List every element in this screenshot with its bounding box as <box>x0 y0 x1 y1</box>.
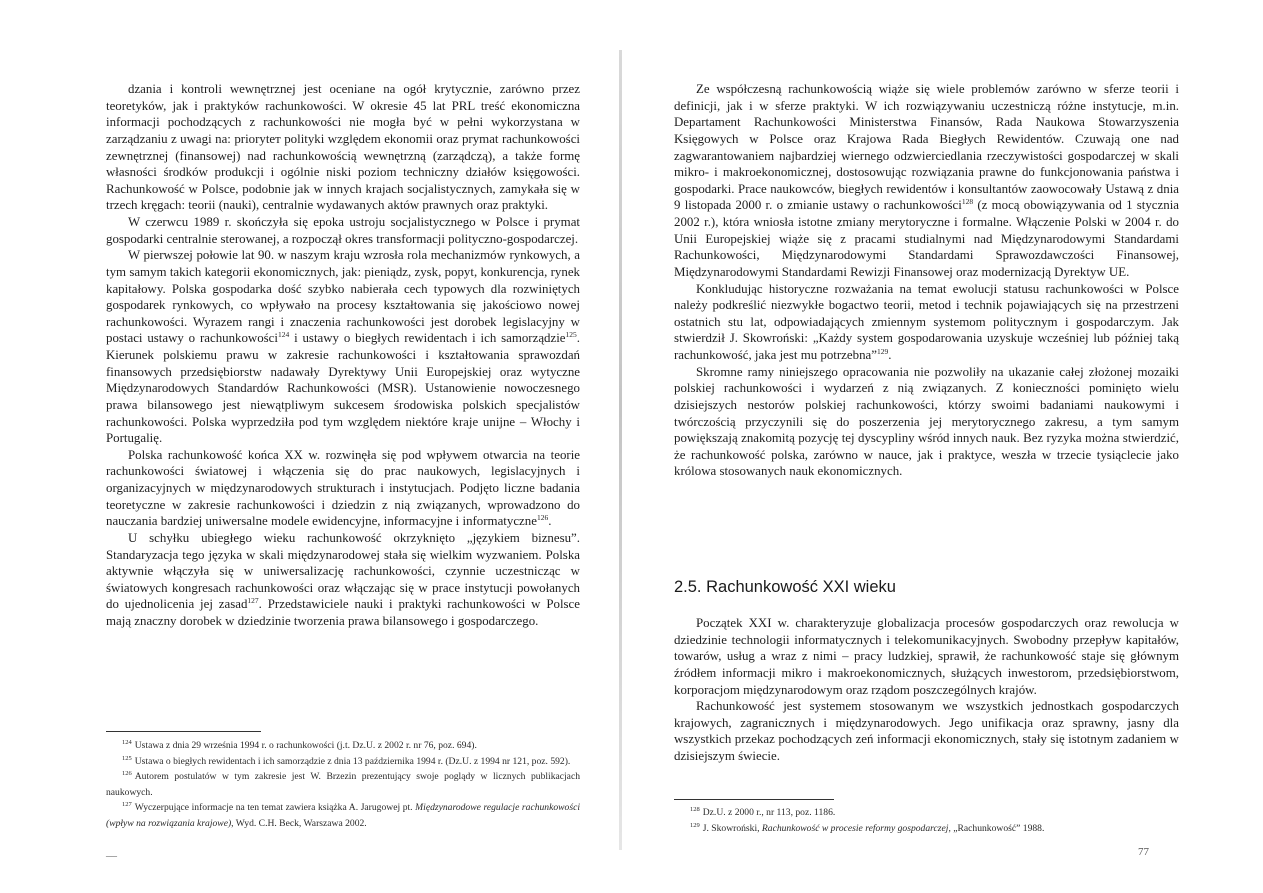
footnote-text: Wyczerpujące informacje na ten temat zawiera książka A. Jarugowej pt. <box>134 802 416 813</box>
paragraph-text: Konkludując historyczne rozważania na temat ewolucji statusu rachunkowości w Polsce należy podkreślić niezwykłe bogactwo teorii, metod i technik pojawiających się na przestrzeni ostatnich stu lat, odpowiadających zmiennym systemom politycznym i gospodarczym. Jak stwierdził J. Skowroński: „Każdy system gospodarowania uzyskuje wcześniej lub później taką rachunkowość, jaka jest mu potrzebna” <box>674 281 1179 362</box>
paragraph <box>674 698 1179 765</box>
paragraph <box>106 530 580 630</box>
footnote-reference: 129 <box>876 347 889 356</box>
footnote-number: 125 <box>122 754 132 762</box>
footnote-number: 124 <box>122 739 132 746</box>
paragraph-text: Rachunkowość jest systemem stosowanym we wszystkich jednostkach gospodarczych krajowych, zagranicznych i międzynarodowych. Jego unifikacja oraz sprawny, jasny dla wszystkich przekaz pochodzących zeń informacji ekonomicznych, stały się istotnym zadaniem w dzisiejszym świecie. <box>674 699 1179 763</box>
paragraph-text: U schyłku ubiegłego wieku rachunkowość okrzyknięto „językiem biznesu”. Standaryzacja tego języka w skali międzynarodowej stała się wielkim wyzwaniem. Polska aktywnie włączyła się w uniwersalizację rachunkowości, czynnie uczestnicząc w światowych kongresach rachunkowości oraz włączając się w prace instytucji powołanych do ujednolicenia jej zasad <box>106 530 580 612</box>
paragraph-text: . Kierunek polskiemu prawu w zakresie rachunkowości i kształtowania sprawozdań finansowych przedsiębiorstw nadawały Dyrektywy Unii Europejskiej oraz wytyczne Międzynarodowych Standardów Rachunkowości (MSR). Ustanowienie nowoczesnego prawa bilansowego jest niewątpliwym sukcesem środowiska polskich specjalistów rachunkowości. Polska wyprzedziła pod tym względem niektóre kraje unijne – Włochy i Portugalię. <box>106 331 580 446</box>
footnote-number: 129 <box>690 821 700 829</box>
left-page-number: –– <box>106 850 117 862</box>
paragraph-text: (z mocą obowiązywania od 1 stycznia 2002 r.), która wniosła istotne zmiany merytoryczne i formalne. Włączenie Polski w 2004 r. do Unii Europejskiej wiąże się z pracami studialnymi nad Międzynarodowymi Standardami Rachunkowości, Międzynarodowymi Standardami Sprawozdawczości Finansowej, Międzynarodowymi Standardami Rewizji Finansowej oraz modernizacją Dyrektyw UE. <box>674 198 1179 279</box>
paragraph <box>674 364 1179 480</box>
paragraph-text: i ustawy o biegłych rewidentach i ich samorządzie <box>289 331 566 346</box>
footnote-text: , Wyd. C.H. Beck, Warszawa 2002. <box>231 817 367 829</box>
paragraph <box>674 281 1179 364</box>
footnote-text: Ustawa z dnia 29 września 1994 r. o rachunkowości (j.t. Dz.U. z 2002 r. nr 76, poz. 694). <box>134 740 477 751</box>
footnote-title: Międzynarodowe regulacje rachunkowości (wpływ na rozwiązania krajowe) <box>106 802 581 829</box>
footnote-text: J. Skowroński, <box>702 822 762 834</box>
paragraph <box>674 81 1179 281</box>
footnote-number: 127 <box>122 801 132 808</box>
section-text <box>674 615 1179 765</box>
paragraph-text: W czerwcu 1989 r. skończyła się epoka ustroju socjalistycznego w Polsce i prymat gospodarki centralnie sterowanej, a rozpoczął okres transformacji polityczno-gospodarczej. <box>106 215 580 246</box>
paragraph <box>106 81 580 214</box>
paragraph <box>106 247 580 447</box>
footnote-number: 126 <box>122 770 132 777</box>
footnote-reference: 126 <box>536 513 549 523</box>
footnote <box>106 800 580 831</box>
paragraph <box>674 615 1179 698</box>
book-gutter <box>619 50 622 850</box>
footnote-reference: 127 <box>247 596 259 606</box>
paragraph <box>106 214 580 247</box>
paragraph-text: . <box>548 514 552 529</box>
left-page <box>0 0 622 893</box>
footnote-reference: 125 <box>565 330 577 340</box>
footnote-number: 128 <box>690 806 700 813</box>
footnote-text: , „Rachunkowość” 1988. <box>948 822 1045 834</box>
right-footnote-rule <box>674 799 834 800</box>
paragraph-text: Ze współczesną rachunkowością wiąże się wiele problemów zarówno w sferze teorii i definicji, jak i w sferze praktyki. W ich rozwiązywaniu uczestniczą różne instytucje, m.in. Departament Rachunkowości Ministerstwa Finansów, Rada Naukowa Stowarzyszenia Księgowych w Polsce oraz Krajowa Rada Biegłych Rewidentów. Czuwają one nad zagwarantowaniem najbardziej wiernego odzwierciedlania rzeczywistości gospodarczej w skali mikro- i makroekonomicznej, dostosowując rozwiązania prawne do funkcjonowania państwa i gospodarki. Prace naukowców, biegłych rewidentów i konsultantów zaowocowały Ustawą z dnia 9 listopada 2000 r. o zmianie ustawy o rachunkowości <box>674 82 1179 213</box>
footnote-reference: 124 <box>278 330 290 340</box>
paragraph-text: . Przedstawiciele nauki i praktyki rachunkowości w Polsce mają znaczny dorobek w dziedzinie tworzenia prawa bilansowego i gospodarczego. <box>106 597 580 628</box>
right-page <box>626 0 1263 893</box>
footnote-reference: 128 <box>961 197 974 207</box>
footnote <box>106 769 580 800</box>
section-heading: 2.5. Rachunkowość XXI wieku <box>674 578 896 596</box>
footnote-text: Dz.U. z 2000 r., nr 113, poz. 1186. <box>702 807 836 818</box>
footnote <box>674 821 1179 837</box>
paragraph-text: Skromne ramy niniejszego opracowania nie pozwoliły na ukazanie całej złożonej mozaiki polskiej rachunkowości i wydarzeń z nią związanych. Z konieczności pominięto wielu dzisiejszych nestorów polskiej rachunkowości, którzy swoimi badaniami naukowymi i twórczością przyczynili się do poszerzenia jej merytorycznego zakresu, a tym samym powiększają znakomitą pozycję tej dyscypliny wśród innych nauk. Bez ryzyka można stwierdzić, że rachunkowość polska, zarówno w nauce, jak i praktyce, weszła w trzecie tysiąclecie jako królowa stosowanych nauk ekonomicznych. <box>674 364 1179 479</box>
footnote <box>674 805 1179 821</box>
paragraph-text: Polska rachunkowość końca XX w. rozwinęła się pod wpływem otwarcia na teorie rachunkowości światowej i włączenia się do prac naukowych, legislacyjnych i organizacyjnych w międzynarodowych strukturach i instytucjach. Podjęto liczne badania teoretyczne w zakresie rachunkowości i dziedzin z nią związanych, wprowadzono do nauczania bardziej uniwersalne modele ewidencyjne, informacyjne i informatyczne <box>106 447 580 529</box>
footnote <box>106 754 580 770</box>
paragraph-text: dzania i kontroli wewnętrznej jest oceniane na ogół krytycznie, zarówno przez teoretyków, jak i praktyków rachunkowości. W okresie 45 lat PRL treść ekonomiczna informacji pochodzących z rachunkowości nie mogła być w pełni wykorzystana w zarządzaniu z uwagi na: prioryteт polityki względem ekonomii oraz prymat rachunkowości zewnętrznej (finansowej) nad rachunkowością wewnętrzną (zarządczą), a także formę własności środków produkcji i ogólnie niski poziom techniczny działów księgowości. Rachunkowość w Polsce, podobnie jak w innych krajach socjalistycznych, zamykała się w trzech kręgach: teorii (nauki), centralnie wydawanych aktów prawnych oraz praktyki. <box>106 82 580 213</box>
paragraph-text: . <box>888 348 892 362</box>
left-footnotes <box>106 738 580 831</box>
right-footnotes <box>674 805 1179 836</box>
paragraph-text: W pierwszej połowie lat 90. w naszym kraju wzrosła rola mechanizmów rynkowych, a tym samym takich kategorii ekonomicznych, jak: pieniądz, zysk, popyt, konkurencja, rynek kapitałowy. Polska gospodarka dość szybko nabierała cech typowych dla rozwiniętych gospodarek rynkowych, co wpływało na procesy kształtowania się jakościowo nowej rachunkowości. Wyrazem rangi i znaczenia rachunkowości jest dorobek legislacyjny w postaci ustawy o rachunkowości <box>106 248 580 346</box>
footnote-text: Ustawa o biegłych rewidentach i ich samorządzie z dnia 13 października 1994 r. (Dz.U. z 1994 nr 121, poz. 592). <box>134 755 571 767</box>
paragraph <box>106 447 580 530</box>
footnote-text: Autorem postulatów w tym zakresie jest W. Brzezin prezentujący swoje poglądy w licznych publikacjach naukowych. <box>106 771 580 798</box>
paragraph-text: Początek XXI w. charakteryzuje globalizacja procesów gospodarczych oraz rewolucja w dziedzinie technologii informatycznych i telekomunikacyjnych. Swobodny przepływ kapitałów, towarów, usług a wraz z nimi – pracy ludzkiej, sprawił, że rachunkowość staje się głównym źródłem informacji mikro i makroekonomicznych, służących inwestorom, przedsiębiorstwom, korporacjom międzynarodowym oraz rządom poszczególnych krajów. <box>674 616 1179 697</box>
left-footnote-rule <box>106 731 261 732</box>
footnote <box>106 738 580 754</box>
footnote-title: Rachunkowość w procesie reformy gospodarczej <box>761 822 949 834</box>
right-main-text <box>674 81 1179 480</box>
left-main-text <box>106 81 580 630</box>
right-page-number: 77 <box>1138 846 1149 858</box>
